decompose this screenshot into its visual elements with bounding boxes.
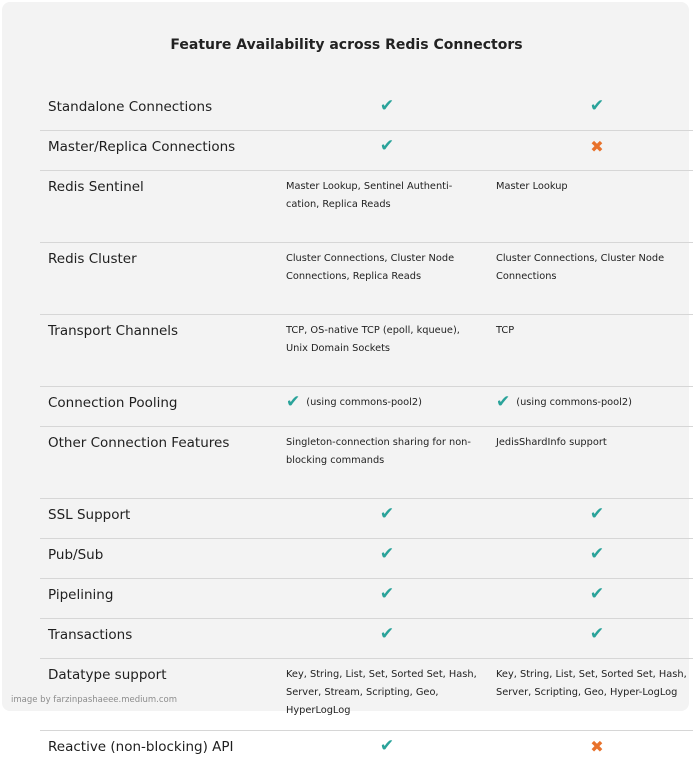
lettuce-cell xyxy=(278,499,488,539)
feature-table xyxy=(40,91,693,770)
check-icon: ✔ xyxy=(380,626,394,643)
image-credit: image by farzinpashaeee.medium.com xyxy=(11,695,177,705)
lettuce-cell xyxy=(278,131,488,171)
jedis-cell xyxy=(488,499,693,539)
feature-label: SSL Support xyxy=(40,499,278,539)
check-icon: ✔ xyxy=(380,506,394,523)
lettuce-cell xyxy=(278,171,488,243)
page-title: Feature Availability across Redis Connectors xyxy=(0,37,693,53)
jedis-value-text: Cluster Connections, Cluster Node Connections xyxy=(496,243,693,286)
check-icon: ✔ xyxy=(380,98,394,115)
feature-label: Pipelining xyxy=(40,579,278,619)
check-icon: ✔ xyxy=(286,394,300,411)
lettuce-value-note: (using commons-pool2) xyxy=(306,397,422,408)
check-icon: ✔ xyxy=(590,626,604,643)
lettuce-cell xyxy=(278,539,488,579)
lettuce-value-text: TCP, OS-native TCP (epoll, kqueue), Unix Domain Sockets xyxy=(286,315,488,358)
jedis-value-note: (using commons-pool2) xyxy=(516,397,632,408)
table-row xyxy=(40,131,693,171)
feature-label: Other Connection Features xyxy=(40,427,278,499)
check-icon: ✔ xyxy=(380,546,394,563)
lettuce-cell xyxy=(278,427,488,499)
feature-label: Connection Pooling xyxy=(40,387,278,427)
jedis-cell xyxy=(488,619,693,659)
jedis-value-text: TCP xyxy=(496,315,693,340)
table-row xyxy=(40,315,693,387)
feature-label: Pub/Sub xyxy=(40,539,278,579)
check-icon: ✔ xyxy=(380,138,394,155)
feature-label: Master/Replica Connections xyxy=(40,131,278,171)
jedis-cell xyxy=(488,315,693,387)
jedis-cell xyxy=(488,243,693,315)
feature-label: Redis Sentinel xyxy=(40,171,278,243)
jedis-cell xyxy=(488,427,693,499)
lettuce-value-text: Cluster Connections, Cluster Node Connections, Replica Reads xyxy=(286,243,488,286)
check-icon: ✔ xyxy=(590,546,604,563)
lettuce-cell xyxy=(278,579,488,619)
cross-icon: ✖ xyxy=(590,139,603,155)
jedis-cell xyxy=(488,539,693,579)
check-icon: ✔ xyxy=(496,394,510,411)
table-row xyxy=(40,539,693,579)
jedis-cell xyxy=(488,91,693,131)
lettuce-cell xyxy=(278,315,488,387)
lettuce-value-text: Master Lookup, Sentinel Authenti-cation, Replica Reads xyxy=(286,171,488,214)
table-row xyxy=(40,499,693,539)
jedis-cell xyxy=(488,171,693,243)
cross-icon: ✖ xyxy=(590,739,603,755)
feature-label: Standalone Connections xyxy=(40,91,278,131)
lettuce-value-text: Singleton-connection sharing for non-blocking commands xyxy=(286,427,488,470)
table-row xyxy=(40,579,693,619)
lettuce-cell xyxy=(278,243,488,315)
feature-label: Reactive (non-blocking) API xyxy=(40,731,278,770)
table-row xyxy=(40,731,693,770)
check-icon: ✔ xyxy=(590,506,604,523)
table-row xyxy=(40,243,693,315)
lettuce-cell xyxy=(278,91,488,131)
lettuce-cell xyxy=(278,387,488,427)
feature-label: Datatype support xyxy=(40,659,278,731)
table-row xyxy=(40,387,693,427)
jedis-cell xyxy=(488,731,693,770)
table-row xyxy=(40,171,693,243)
jedis-cell xyxy=(488,131,693,171)
table-row xyxy=(40,427,693,499)
feature-label: Redis Cluster xyxy=(40,243,278,315)
jedis-cell xyxy=(488,659,693,731)
lettuce-cell xyxy=(278,659,488,731)
lettuce-cell xyxy=(278,731,488,770)
table-row xyxy=(40,619,693,659)
check-icon: ✔ xyxy=(590,98,604,115)
table-row xyxy=(40,91,693,131)
feature-label: Transport Channels xyxy=(40,315,278,387)
lettuce-value-text: Key, String, List, Set, Sorted Set, Hash, Server, Stream, Scripting, Geo, HyperLogLog xyxy=(286,659,488,720)
check-icon: ✔ xyxy=(380,586,394,603)
check-icon: ✔ xyxy=(590,586,604,603)
jedis-value-text: Key, String, List, Set, Sorted Set, Hash, Server, Scripting, Geo, Hyper-LogLog xyxy=(496,659,693,702)
jedis-cell xyxy=(488,387,693,427)
lettuce-cell xyxy=(278,619,488,659)
feature-label: Transactions xyxy=(40,619,278,659)
check-icon: ✔ xyxy=(380,738,394,755)
jedis-cell xyxy=(488,579,693,619)
jedis-value-text: JedisShardInfo support xyxy=(496,427,693,452)
jedis-value-text: Master Lookup xyxy=(496,171,693,196)
